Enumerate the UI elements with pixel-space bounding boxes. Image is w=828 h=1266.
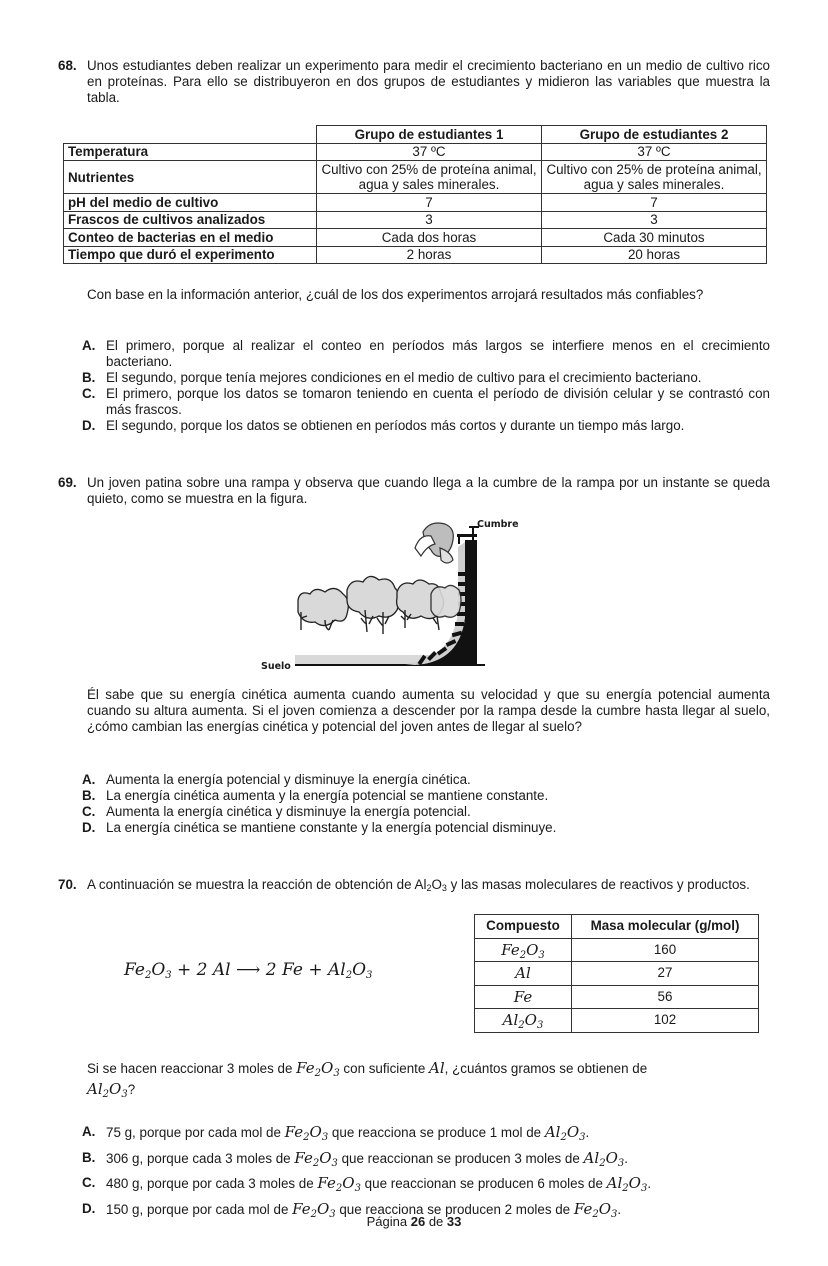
formula: $Fe_2O_3$ <box>317 1174 361 1194</box>
option-d[interactable] <box>82 820 770 836</box>
eq-sub: 2 <box>144 970 152 981</box>
cell-group2: 3 <box>542 211 767 229</box>
option-letter: A. <box>82 338 96 353</box>
text-part: . <box>624 1150 628 1166</box>
formula-sub: 2 <box>518 1020 525 1032</box>
molecular-mass-table <box>474 914 759 1033</box>
header-compound: Compuesto <box>475 915 572 939</box>
eq-sub: 3 <box>165 970 172 981</box>
option-text <box>106 1146 770 1172</box>
question-text: Él sabe que su energía cinética aumenta cuando aumenta su velocidad y que su energía potencial aumenta cuando su altura aumenta. Si el joven comienza a descender por la rampa desde la cumbre hasta llegar al suelo, ¿cómo cambian las energías cinética y potencial del joven antes de llegar al suelo? <box>87 687 770 734</box>
question-text <box>87 1058 770 1100</box>
question-70-options <box>58 1120 770 1222</box>
text-part: 150 g, porque por cada mol de <box>106 1201 293 1217</box>
table-row <box>475 938 759 962</box>
formula: $Al_2O_3$ <box>606 1174 648 1194</box>
text-part: que reacciona se producen 2 moles de <box>335 1201 574 1217</box>
footer-text: Página <box>366 1214 411 1229</box>
formula: O <box>524 1011 537 1030</box>
option-letter: A. <box>82 1124 96 1139</box>
option-text: El segundo, porque los datos se obtienen en períodos más cortos y durante un tiempo más largo. <box>106 418 685 433</box>
formula: $Fe_2O_3$ <box>284 1123 329 1143</box>
formula-el: Fe <box>317 1174 336 1192</box>
eq-sub: 3 <box>366 970 373 981</box>
eq-term: ⟶ 2 Fe + Al <box>236 960 346 980</box>
chemical-equation <box>124 960 373 981</box>
table-row <box>64 194 767 212</box>
text-part: con suficiente <box>339 1061 430 1076</box>
formula-el: Fe <box>573 1199 593 1218</box>
table-row <box>64 143 767 161</box>
cell-group2: Cultivo con 25% de proteína animal, agua y sales minerales. <box>542 161 767 194</box>
option-letter: C. <box>82 1175 96 1190</box>
table-row <box>64 211 767 229</box>
table-header-group1: Grupo de estudiantes 1 <box>317 126 542 144</box>
formula-el: Fe <box>292 1199 311 1218</box>
text-part: 75 g, porque por cada mol de <box>106 1125 285 1140</box>
cell-group2: Cada 30 minutos <box>542 229 767 247</box>
text-part: que reaccionan se producen 6 moles de <box>360 1176 607 1191</box>
table-row <box>475 962 759 986</box>
cell-group1: 7 <box>317 194 542 212</box>
question-stem: Un joven patina sobre una rampa y observa que cuando llega a la cumbre de la rampa por un instante se queda quieto, como se muestra en la figura. <box>87 475 770 506</box>
header-mass: Masa molecular (g/mol) <box>572 915 759 939</box>
option-letter: C. <box>82 804 96 819</box>
option-a[interactable] <box>82 1120 770 1146</box>
formula: Al <box>515 964 531 983</box>
question-70-prompt <box>58 1058 770 1100</box>
question-68-prompt <box>58 287 770 303</box>
text-part: 480 g, porque por cada 3 moles de <box>106 1176 318 1191</box>
text-part: que reaccionan se producen 3 moles de <box>337 1150 584 1166</box>
formula-sub: 2 <box>519 949 527 961</box>
option-b[interactable] <box>82 788 770 804</box>
formula: $Al_2O_3$ <box>544 1123 586 1143</box>
cell-group2: 37 ºC <box>542 143 767 161</box>
row-label: Tiempo que duró el experimento <box>64 246 317 264</box>
compound-cell <box>475 938 572 962</box>
option-text: La energía cinética aumenta y la energía potencial se mantiene constante. <box>106 788 549 803</box>
eq-sub: 2 <box>345 970 353 981</box>
mass-cell: 27 <box>572 962 759 986</box>
stem-sub: 2 <box>426 883 432 893</box>
row-label: Conteo de bacterias en el medio <box>64 229 317 247</box>
experiment-table <box>63 125 767 264</box>
cell-group1: 2 horas <box>317 246 542 264</box>
question-stem: Unos estudiantes deben realizar un experimento para medir el crecimiento bacteriano en un medio de cultivo rico en proteínas. Para ello se distribuyeron en dos grupos de estudiantes y midieron las variables que muestra la tabla. <box>87 58 770 105</box>
formula-el: Fe <box>294 1148 313 1167</box>
formula: $Fe_2O_3$ <box>294 1148 338 1169</box>
option-letter: A. <box>82 772 96 787</box>
row-label: Nutrientes <box>64 161 317 194</box>
question-68 <box>58 58 770 106</box>
mass-cell: 56 <box>572 985 759 1009</box>
option-b[interactable] <box>82 370 770 386</box>
cell-group1: Cada dos horas <box>317 229 542 247</box>
table-row <box>64 229 767 247</box>
page-number: 26 <box>410 1214 426 1229</box>
option-c[interactable] <box>82 1171 770 1197</box>
question-number: 68. <box>58 58 77 73</box>
eq-term: O <box>352 960 367 980</box>
option-letter: D. <box>82 820 96 835</box>
option-letter: D. <box>82 418 96 433</box>
skate-ramp-figure <box>255 512 530 674</box>
formula: Al <box>502 1011 519 1030</box>
question-70 <box>58 877 770 893</box>
table-row <box>475 1009 759 1033</box>
mass-cell: 160 <box>572 938 759 962</box>
question-stem <box>87 877 770 893</box>
row-label: pH del medio de cultivo <box>64 194 317 212</box>
eq-term: O <box>151 960 166 980</box>
option-c[interactable] <box>82 386 770 418</box>
formula-al: Al <box>429 1059 445 1077</box>
formula: Fe <box>501 940 520 959</box>
ramp-illustration <box>255 512 530 674</box>
page-footer <box>0 1214 828 1230</box>
question-69-options <box>58 772 770 836</box>
cell-group1: 3 <box>317 211 542 229</box>
formula: $Fe_2O_3$ <box>292 1199 336 1220</box>
option-text: La energía cinética se mantiene constante y la energía potencial disminuye. <box>106 820 557 835</box>
text-part: ? <box>127 1082 136 1097</box>
option-letter: B. <box>82 370 96 385</box>
option-text <box>106 1171 770 1197</box>
stem-part: A continuación se muestra la reacción de obtención de Al <box>87 877 427 892</box>
option-text: El primero, porque los datos se tomaron teniendo en cuenta el período de división celular y se contrastó con más frascos. <box>106 386 770 417</box>
compound-cell <box>475 1009 572 1033</box>
label-suelo: Suelo <box>261 661 291 672</box>
cell-group1: 37 ºC <box>317 143 542 161</box>
option-text <box>106 1120 770 1146</box>
text-part: . <box>617 1201 622 1217</box>
formula-el: Al <box>544 1123 561 1141</box>
compound-cell <box>475 962 572 986</box>
table-row <box>64 246 767 264</box>
option-text: Aumenta la energía potencial y disminuye la energía cinética. <box>106 772 471 787</box>
mass-cell: 102 <box>572 1009 759 1033</box>
stem-part: O <box>431 877 442 892</box>
table-header-row <box>475 915 759 939</box>
text-part: que reacciona se produce 1 mol de <box>328 1125 545 1140</box>
text-part: . <box>647 1176 652 1191</box>
formula: Fe <box>513 987 533 1006</box>
formula-sub: 3 <box>536 1020 544 1032</box>
option-c[interactable] <box>82 804 770 820</box>
label-cumbre: Cumbre <box>477 519 519 530</box>
question-number: 70. <box>58 877 77 892</box>
table-header-row <box>64 126 767 144</box>
option-d[interactable] <box>82 418 770 434</box>
formula-el: Al <box>606 1174 623 1192</box>
eq-term: + 2 Al <box>171 960 237 980</box>
table-row <box>64 161 767 194</box>
cell-group2: 20 horas <box>542 246 767 264</box>
text-part: Si se hacen reaccionar 3 moles de <box>87 1061 297 1076</box>
table-row <box>475 985 759 1009</box>
option-text: Aumenta la energía cinética y disminuye la energía potencial. <box>106 804 471 819</box>
question-69-prompt <box>58 687 770 735</box>
option-a[interactable] <box>82 772 770 788</box>
option-letter: C. <box>82 386 96 401</box>
stem-sub: 3 <box>441 883 447 893</box>
text-part: . <box>585 1125 590 1140</box>
text-part: , ¿cuántos gramos se obtienen de <box>444 1061 648 1076</box>
formula: $Al_2O_3$ <box>583 1148 625 1169</box>
option-a[interactable] <box>82 338 770 370</box>
formula-al2o3: $Al_2O_3$ <box>87 1080 128 1100</box>
table-header-empty <box>64 126 317 144</box>
option-letter: D. <box>82 1200 96 1216</box>
formula: O <box>526 940 539 959</box>
option-text: El primero, porque al realizar el conteo en períodos más largos se interfiere menos en el crecimiento bacteriano. <box>106 338 770 369</box>
question-text: Con base en la información anterior, ¿cuál de los dos experimentos arrojará resultados más confiables? <box>87 287 704 302</box>
option-letter: B. <box>82 788 96 803</box>
formula-el: Al <box>583 1148 600 1167</box>
row-label: Temperatura <box>64 143 317 161</box>
option-letter: B. <box>82 1149 96 1165</box>
formula-el: Fe <box>284 1123 304 1141</box>
question-number: 69. <box>58 475 77 490</box>
footer-text: de <box>425 1214 447 1229</box>
formula-fe2o3: $Fe_2O_3$ <box>296 1059 340 1079</box>
option-text: El segundo, porque tenía mejores condiciones en el medio de cultivo para el crecimiento bacteriano. <box>106 370 702 385</box>
row-label: Frascos de cultivos analizados <box>64 211 317 229</box>
question-68-options <box>58 338 770 434</box>
stem-part: y las masas moleculares de reactivos y productos. <box>446 877 750 892</box>
question-69 <box>58 475 770 507</box>
formula: $Fe_2O_3$ <box>573 1199 618 1220</box>
text-part: 306 g, porque cada 3 moles de <box>106 1150 295 1166</box>
cell-group2: 7 <box>542 194 767 212</box>
eq-term: Fe <box>124 960 145 980</box>
table-header-group2: Grupo de estudiantes 2 <box>542 126 767 144</box>
compound-cell <box>475 985 572 1009</box>
cell-group1: Cultivo con 25% de proteína animal, agua y sales minerales. <box>317 161 542 194</box>
formula-sub: 3 <box>538 949 545 961</box>
page-total: 33 <box>446 1214 462 1229</box>
option-b[interactable] <box>82 1146 770 1172</box>
